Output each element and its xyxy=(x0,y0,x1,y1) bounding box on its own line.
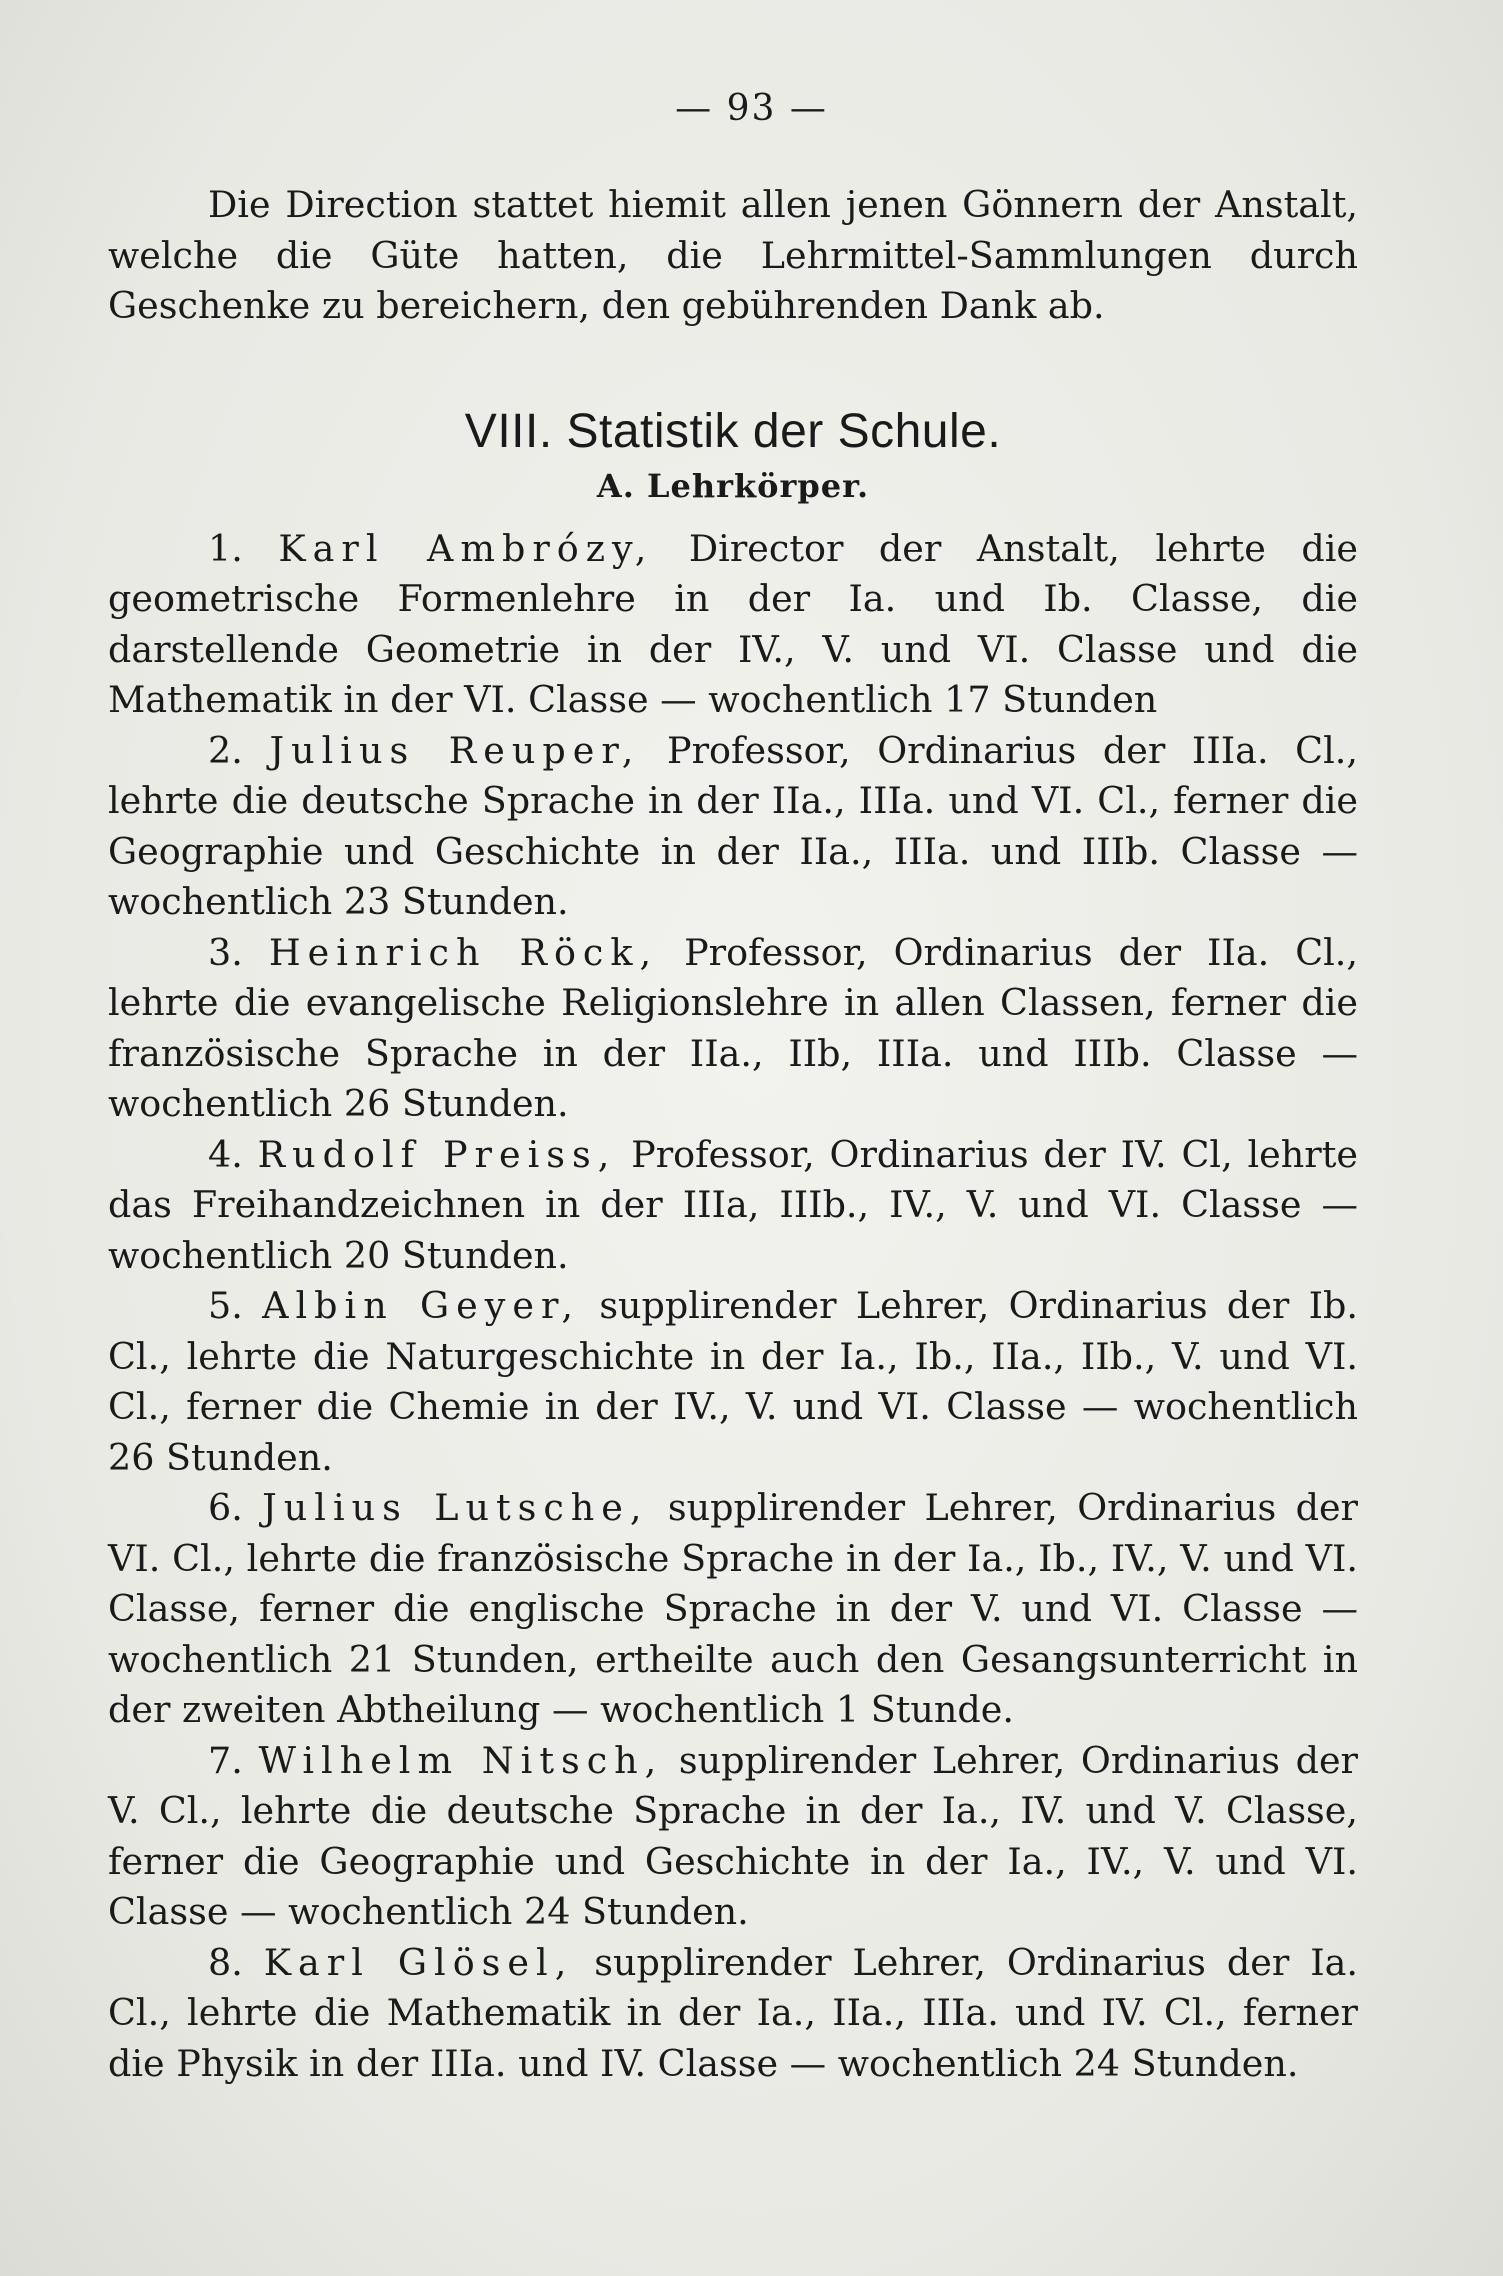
entry-text: supplirender Lehrer, Ordinarius der Ia. Cl., lehrte die Mathematik in der Ia., IIa., IIIa. und IV. Cl., ferner die Physik in der IIIa. und IV. Classe — wochentlich 24 Stunden. xyxy=(108,1940,1358,2085)
staff-name: Julius Reuper, xyxy=(269,728,641,772)
staff-entry-5 xyxy=(108,1281,1358,1483)
entry-number: 6. xyxy=(208,1486,243,1529)
section-title: VIII. Statistik der Schule. xyxy=(464,404,1002,458)
staff-name: Rudolf Preiss, xyxy=(257,1132,617,1176)
subsection-title: A. Lehrkörper. xyxy=(596,466,870,505)
staff-name: Heinrich Röck, xyxy=(268,930,659,974)
entry-text: supplirender Lehrer, Ordinarius der V. Cl., lehrte die deutsche Sprache in der Ia., IV. und V. Classe, ferner die Geographie und Geschichte in der Ia., IV., V. und VI. Classe — wochentlich 24 Stunden. xyxy=(108,1738,1358,1933)
entry-text: Professor, Ordinarius der IIa. Cl., lehrte die evangelische Religionslehre in allen Classen, ferner die französische Sprache in der IIa., IIb, IIIa. und IIIb. Classe — wochentlich 26 Stunden. xyxy=(108,930,1359,1125)
entry-text: Director der Anstalt, lehrte die geometrische Formenlehre in der Ia. und Ib. Classe, die darstellende Geometrie in der IV., V. und VI. Classe und die Mathematik in der VI. Classe — wochentlich 17 Stunden xyxy=(108,526,1358,721)
staff-name: Albin Geyer, xyxy=(262,1284,581,1327)
entry-text: Professor, Ordinarius der IIIa. Cl., lehrte die deutsche Sprache in der IIa., IIIa. und VI. Cl., ferner die Geographie und Geschichte in der IIa., IIIa. und IIIb. Classe — wochentlich 23 Stunden. xyxy=(108,728,1358,923)
staff-entry-4 xyxy=(108,1130,1358,1282)
staff-entry-7 xyxy=(108,1736,1358,1938)
staff-name: Karl Glösel, xyxy=(263,1940,574,1984)
staff-entry-6 xyxy=(108,1483,1358,1736)
staff-entry-3 xyxy=(108,928,1358,1130)
text-column xyxy=(108,180,1358,2089)
entry-number: 5. xyxy=(208,1284,243,1327)
entry-number: 1. xyxy=(208,526,243,570)
staff-entry-2 xyxy=(108,726,1358,928)
staff-name: Julius Lutsche, xyxy=(262,1486,649,1529)
entry-text: supplirender Lehrer, Ordinarius der Ib. Cl., lehrte die Naturgeschichte in der Ia., Ib., IIa., IIb., V. und VI. Cl., ferner die Chemie in der IV., V. und VI. Classe — wochentlich 26 Stunden. xyxy=(108,1284,1359,1479)
entry-number: 3. xyxy=(208,930,243,974)
staff-name: Karl Ambrózy, xyxy=(278,526,654,570)
entry-number: 4. xyxy=(208,1132,243,1176)
staff-entry-8 xyxy=(108,1938,1358,2090)
page-number: — 93 — xyxy=(675,88,828,129)
intro-paragraph: Die Direction stattet hiemit allen jenen Gönnern der Anstalt, welche die Güte hatten, die Lehrmittel-Sammlungen durch Geschenke zu bereichern, den gebührenden Dank ab. xyxy=(108,183,1358,327)
staff-name: Wilhelm Nitsch, xyxy=(258,1738,664,1782)
entry-number: 7. xyxy=(208,1738,243,1782)
entry-number: 2. xyxy=(208,728,243,772)
entry-number: 8. xyxy=(208,1940,243,1984)
staff-entry-1 xyxy=(108,524,1358,726)
entry-text: Professor, Ordinarius der IV. Cl, lehrte das Freihandzeichnen in der IIIa, IIIb., IV., V. und VI. Classe — wochentlich 20 Stunden. xyxy=(108,1132,1358,1277)
entry-text: supplirender Lehrer, Ordinarius der VI. Cl., lehrte die französische Sprache in der Ia., Ib., IV., V. und VI. Classe, ferner die englische Sprache in der V. und VI. Classe — wochentlich 21 Stunden, ertheilte auch den Gesangsunterricht in der zweiten Abtheilung — wochentlich 1 Stunde. xyxy=(108,1486,1358,1731)
